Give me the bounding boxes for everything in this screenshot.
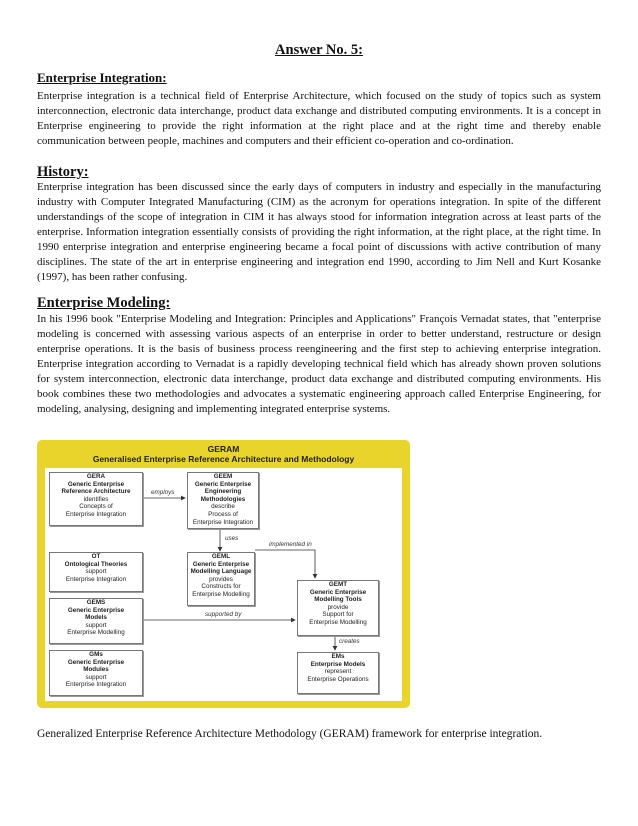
integration-heading: Enterprise Integration: [37,70,167,85]
box-gemt [297,580,379,636]
box-gems-d0: support [85,621,107,629]
box-geem-t2: Engineering Methodologies [200,488,246,503]
label-implemented-in: implemented in [269,541,312,548]
figure-subtitle: Generalised Enterprise Reference Architecture and Methodology [92,454,355,464]
box-geml-d0: provides [209,575,233,583]
history-heading: History: [37,164,89,180]
box-ems [297,652,379,694]
box-gms-d1: Enterprise Integration [65,681,127,689]
modeling-paragraph: In his 1996 book "Enterprise Modeling and Integration: Principles and Applications" François Vernadat states, that "enterprise modeling is concerned with assessing various aspects of an enterprise in order to better understand, restructure or design enterprise operations. It is the basis of business process reengineering and the first step to achieving enterprise integration. Enterprise integration according to Vernadat is a rapidly developing technical field which has already shown proven solutions for system interconnection, electronic data interchange, product data exchange and distributed computing environments. His book combines these two methodologies and advocates a systematic engineering approach called Enterprise Engineering, for modeling, analysing, designing and implementing integrated enterprise systems. [37,313,601,415]
box-ems-t1: Enterprise Models [310,660,366,668]
label-uses: uses [225,535,239,542]
box-gera [49,472,143,526]
box-ot-t1: Ontological Theories [64,560,128,568]
box-gemt-t2: Modelling Tools [314,596,362,604]
box-geem-t1: Generic Enterprise [194,480,252,488]
box-gera-t0: GERA [86,473,106,480]
edge-geml-gemt [255,550,315,578]
label-employs: employs [151,489,175,496]
box-geem-d0: describe [211,503,235,511]
box-ot-d0: support [85,568,107,576]
box-geem-d2: Enterprise Integration [192,518,254,526]
box-gera-d0: identifies [83,495,109,503]
box-gems-t0: GEMS [86,599,106,606]
box-gems-t2: Models [85,614,107,622]
box-geml-t2: Modelling Language [190,568,252,576]
integration-paragraph: Enterprise integration is a technical field of Enterprise Architecture, which focused on the study of topics such as system interconnection, electronic data interchange, product data exchange and distributed computing environments. It is a concept in Enterprise engineering to provide the right information at the right place and at the right time and thereby enable communication between people, machines and computers and their efficient co-operation and co-ordination. [37,90,601,147]
answer-title: Answer No. 5: [275,42,363,58]
box-ems-d0: represent [324,668,352,676]
box-ems-d1: Enterprise Operations [307,675,369,683]
box-gms-d0: support [85,673,107,681]
figure-canvas [45,468,402,701]
box-geml-t1: Generic Enterprise [192,560,250,568]
box-geem-t0: GEEM [213,473,233,480]
box-gera-d2: Enterprise Integration [65,510,127,518]
box-gera-d1: Concepts of [79,503,113,511]
box-geem [187,472,259,529]
box-geml-d1: Constructs for [201,583,241,591]
box-gemt-d0: provide [327,603,349,611]
figure-caption: Generalized Enterprise Reference Architecture Methodology (GERAM) framework for enterprise integration. [37,728,543,740]
box-geml-d2: Enterprise Modelling [192,590,250,598]
box-geml-t0: GEML [211,553,231,560]
box-gemt-d1: Support for [322,611,354,619]
label-creates: creates [339,638,360,645]
box-gems-d1: Enterprise Modelling [67,629,125,637]
box-gms [49,650,143,696]
box-ems-t0: EMs [331,653,345,660]
box-geem-d1: Process of [208,510,238,518]
box-gemt-t1: Generic Enterprise [309,588,367,596]
box-gera-t1: Generic Enterprise [67,480,125,488]
box-gms-t0: GMs [89,651,103,658]
box-gms-t2: Modules [83,666,109,674]
history-paragraph: Enterprise integration has been discussed since the early days of computers in industry and especially in the manufacturing industry with Computer Integrated Manufacturing (CIM) as the acronym for operations integration. In spite of the different understandings of the scope of integration in CIM it has always stood for information integration across at least parts of the enterprise. Information integration essentially consists of providing the right information, at the right place, at the right time. In 1990 enterprise integration and enterprise engineering became a focal point of discussions with active contribution of many disciplines. The state of the art in enterprise engineering and integration end 1990, according to Jim Nell and Kurt Kosanke (1997), has been rather confusing. [37,181,601,283]
box-gemt-d2: Enterprise Modelling [309,618,367,626]
box-gems [49,598,143,644]
box-ot-d1: Enterprise Integration [65,575,127,583]
box-gms-t1: Generic Enterprise [67,658,125,666]
figure-title: GERAM [207,444,240,454]
box-geml [187,552,255,606]
box-ot-t0: OT [91,553,101,560]
box-ot [49,552,143,592]
box-gemt-t0: GEMT [328,581,348,588]
box-gera-t2: Reference Architecture [61,488,131,496]
geram-figure [37,440,410,708]
label-supported-by: supported by [205,611,242,618]
modeling-heading: Enterprise Modeling: [37,295,171,311]
box-gems-t1: Generic Enterprise [67,606,125,614]
